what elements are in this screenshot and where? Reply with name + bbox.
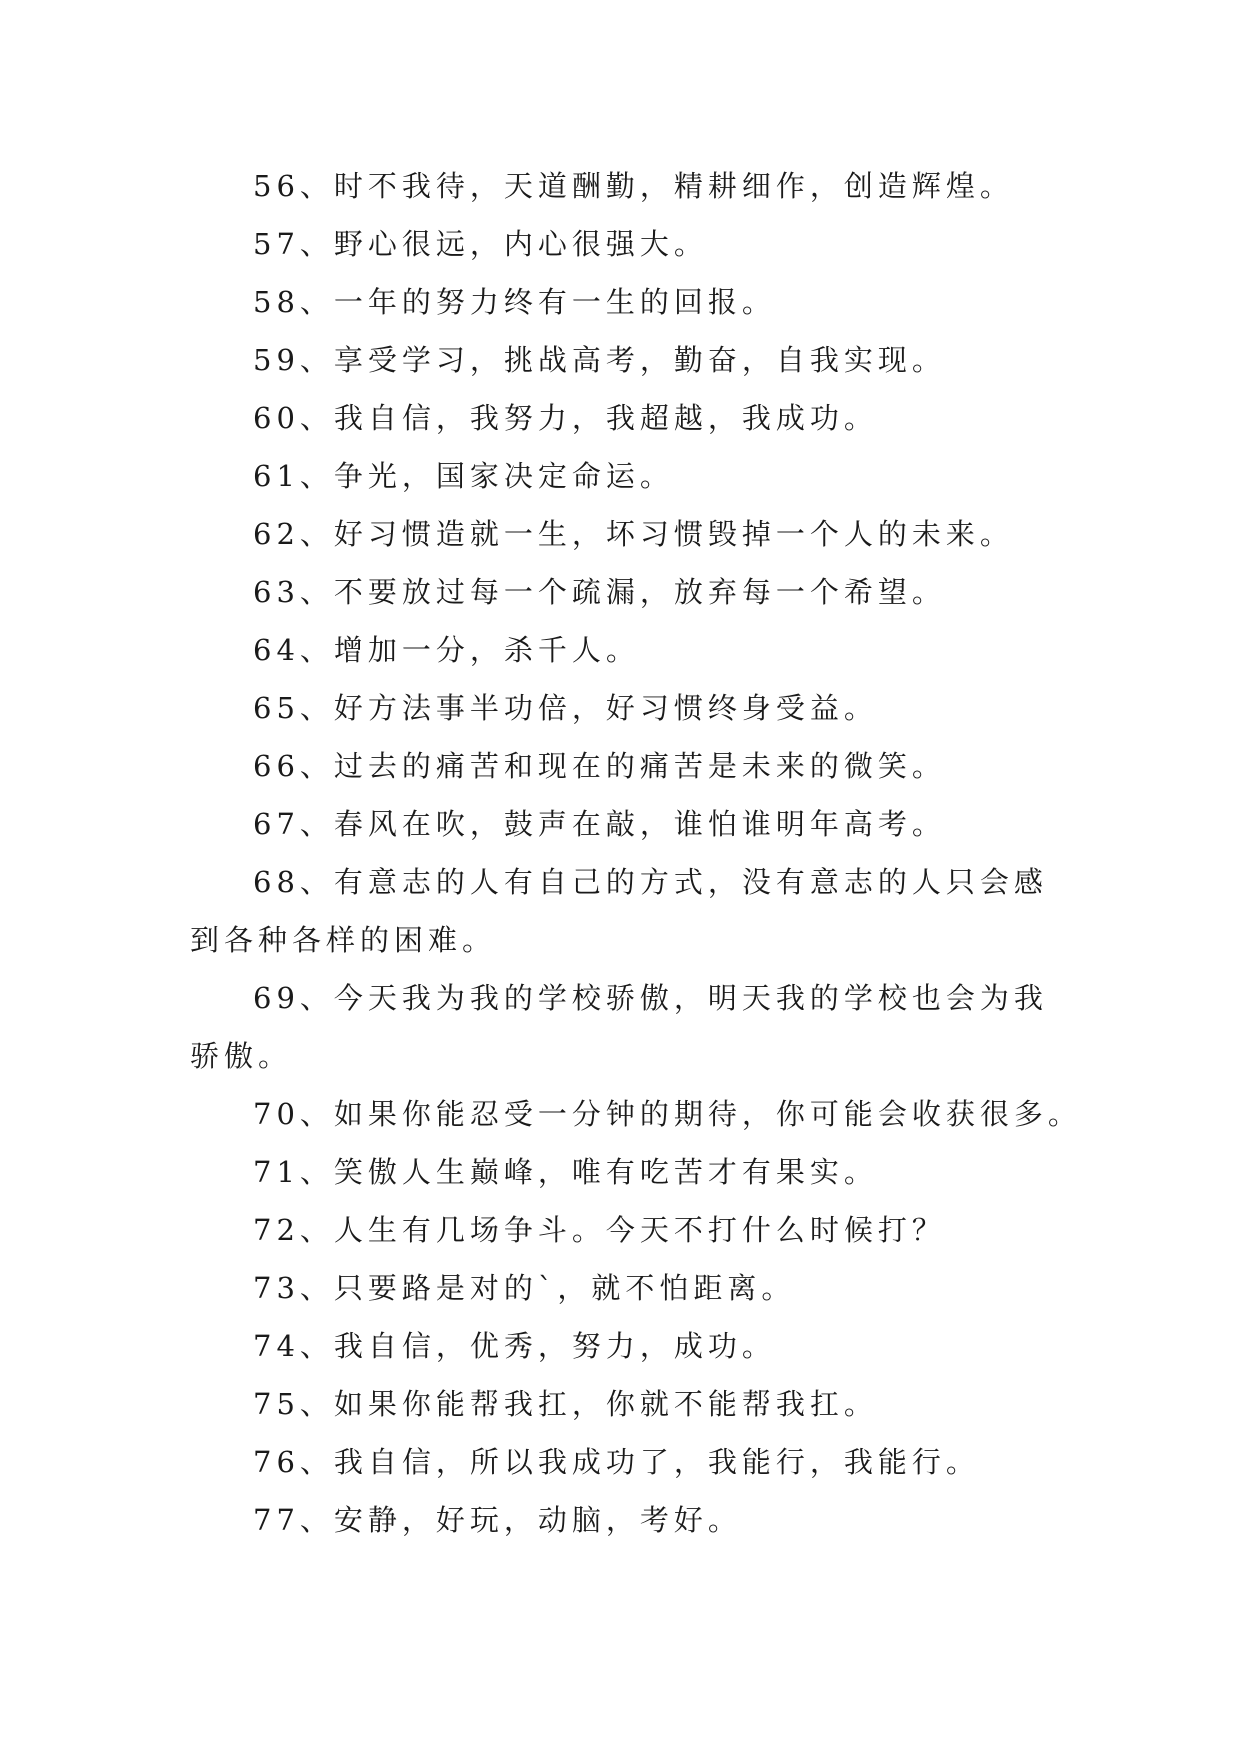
list-item: 61、争光，国家决定命运。 (253, 459, 674, 493)
list-item: 69、今天我为我的学校骄傲，明天我的学校也会为我骄傲。 (190, 981, 1048, 1073)
list-item: 72、人生有几场争斗。今天不打什么时候打？ (253, 1213, 946, 1247)
list-item: 70、如果你能忍受一分钟的期待，你可能会收获很多。 (253, 1097, 1082, 1131)
list-item: 74、我自信，优秀，努力，成功。 (253, 1329, 776, 1363)
list-item: 57、野心很远，内心很强大。 (253, 227, 708, 261)
list-item: 76、我自信，所以我成功了，我能行，我能行。 (253, 1445, 980, 1479)
list-item: 67、春风在吹，鼓声在敲，谁怕谁明年高考。 (253, 807, 946, 841)
list-item: 58、一年的努力终有一生的回报。 (253, 285, 776, 319)
list-item: 66、过去的痛苦和现在的痛苦是未来的微笑。 (253, 749, 946, 783)
list-item: 59、享受学习，挑战高考，勤奋，自我实现。 (253, 343, 946, 377)
list-item: 73、只要路是对的`，就不怕距离。 (253, 1271, 796, 1305)
list-item: 56、时不我待，天道酬勤，精耕细作，创造辉煌。 (253, 169, 1014, 203)
list-item: 65、好方法事半功倍，好习惯终身受益。 (253, 691, 878, 725)
list-item: 60、我自信，我努力，我超越，我成功。 (253, 401, 878, 435)
list-item: 68、有意志的人有自己的方式，没有意志的人只会感到各种各样的困难。 (190, 865, 1048, 957)
list-item: 75、如果你能帮我扛，你就不能帮我扛。 (253, 1387, 878, 1421)
list-item: 64、增加一分，杀千人。 (253, 633, 640, 667)
list-item: 62、好习惯造就一生，坏习惯毁掉一个人的未来。 (253, 517, 1014, 551)
list-item: 71、笑傲人生巅峰，唯有吃苦才有果实。 (253, 1155, 878, 1189)
list-item: 77、安静，好玩，动脑，考好。 (253, 1503, 742, 1537)
list-item: 63、不要放过每一个疏漏，放弃每一个希望。 (253, 575, 946, 609)
